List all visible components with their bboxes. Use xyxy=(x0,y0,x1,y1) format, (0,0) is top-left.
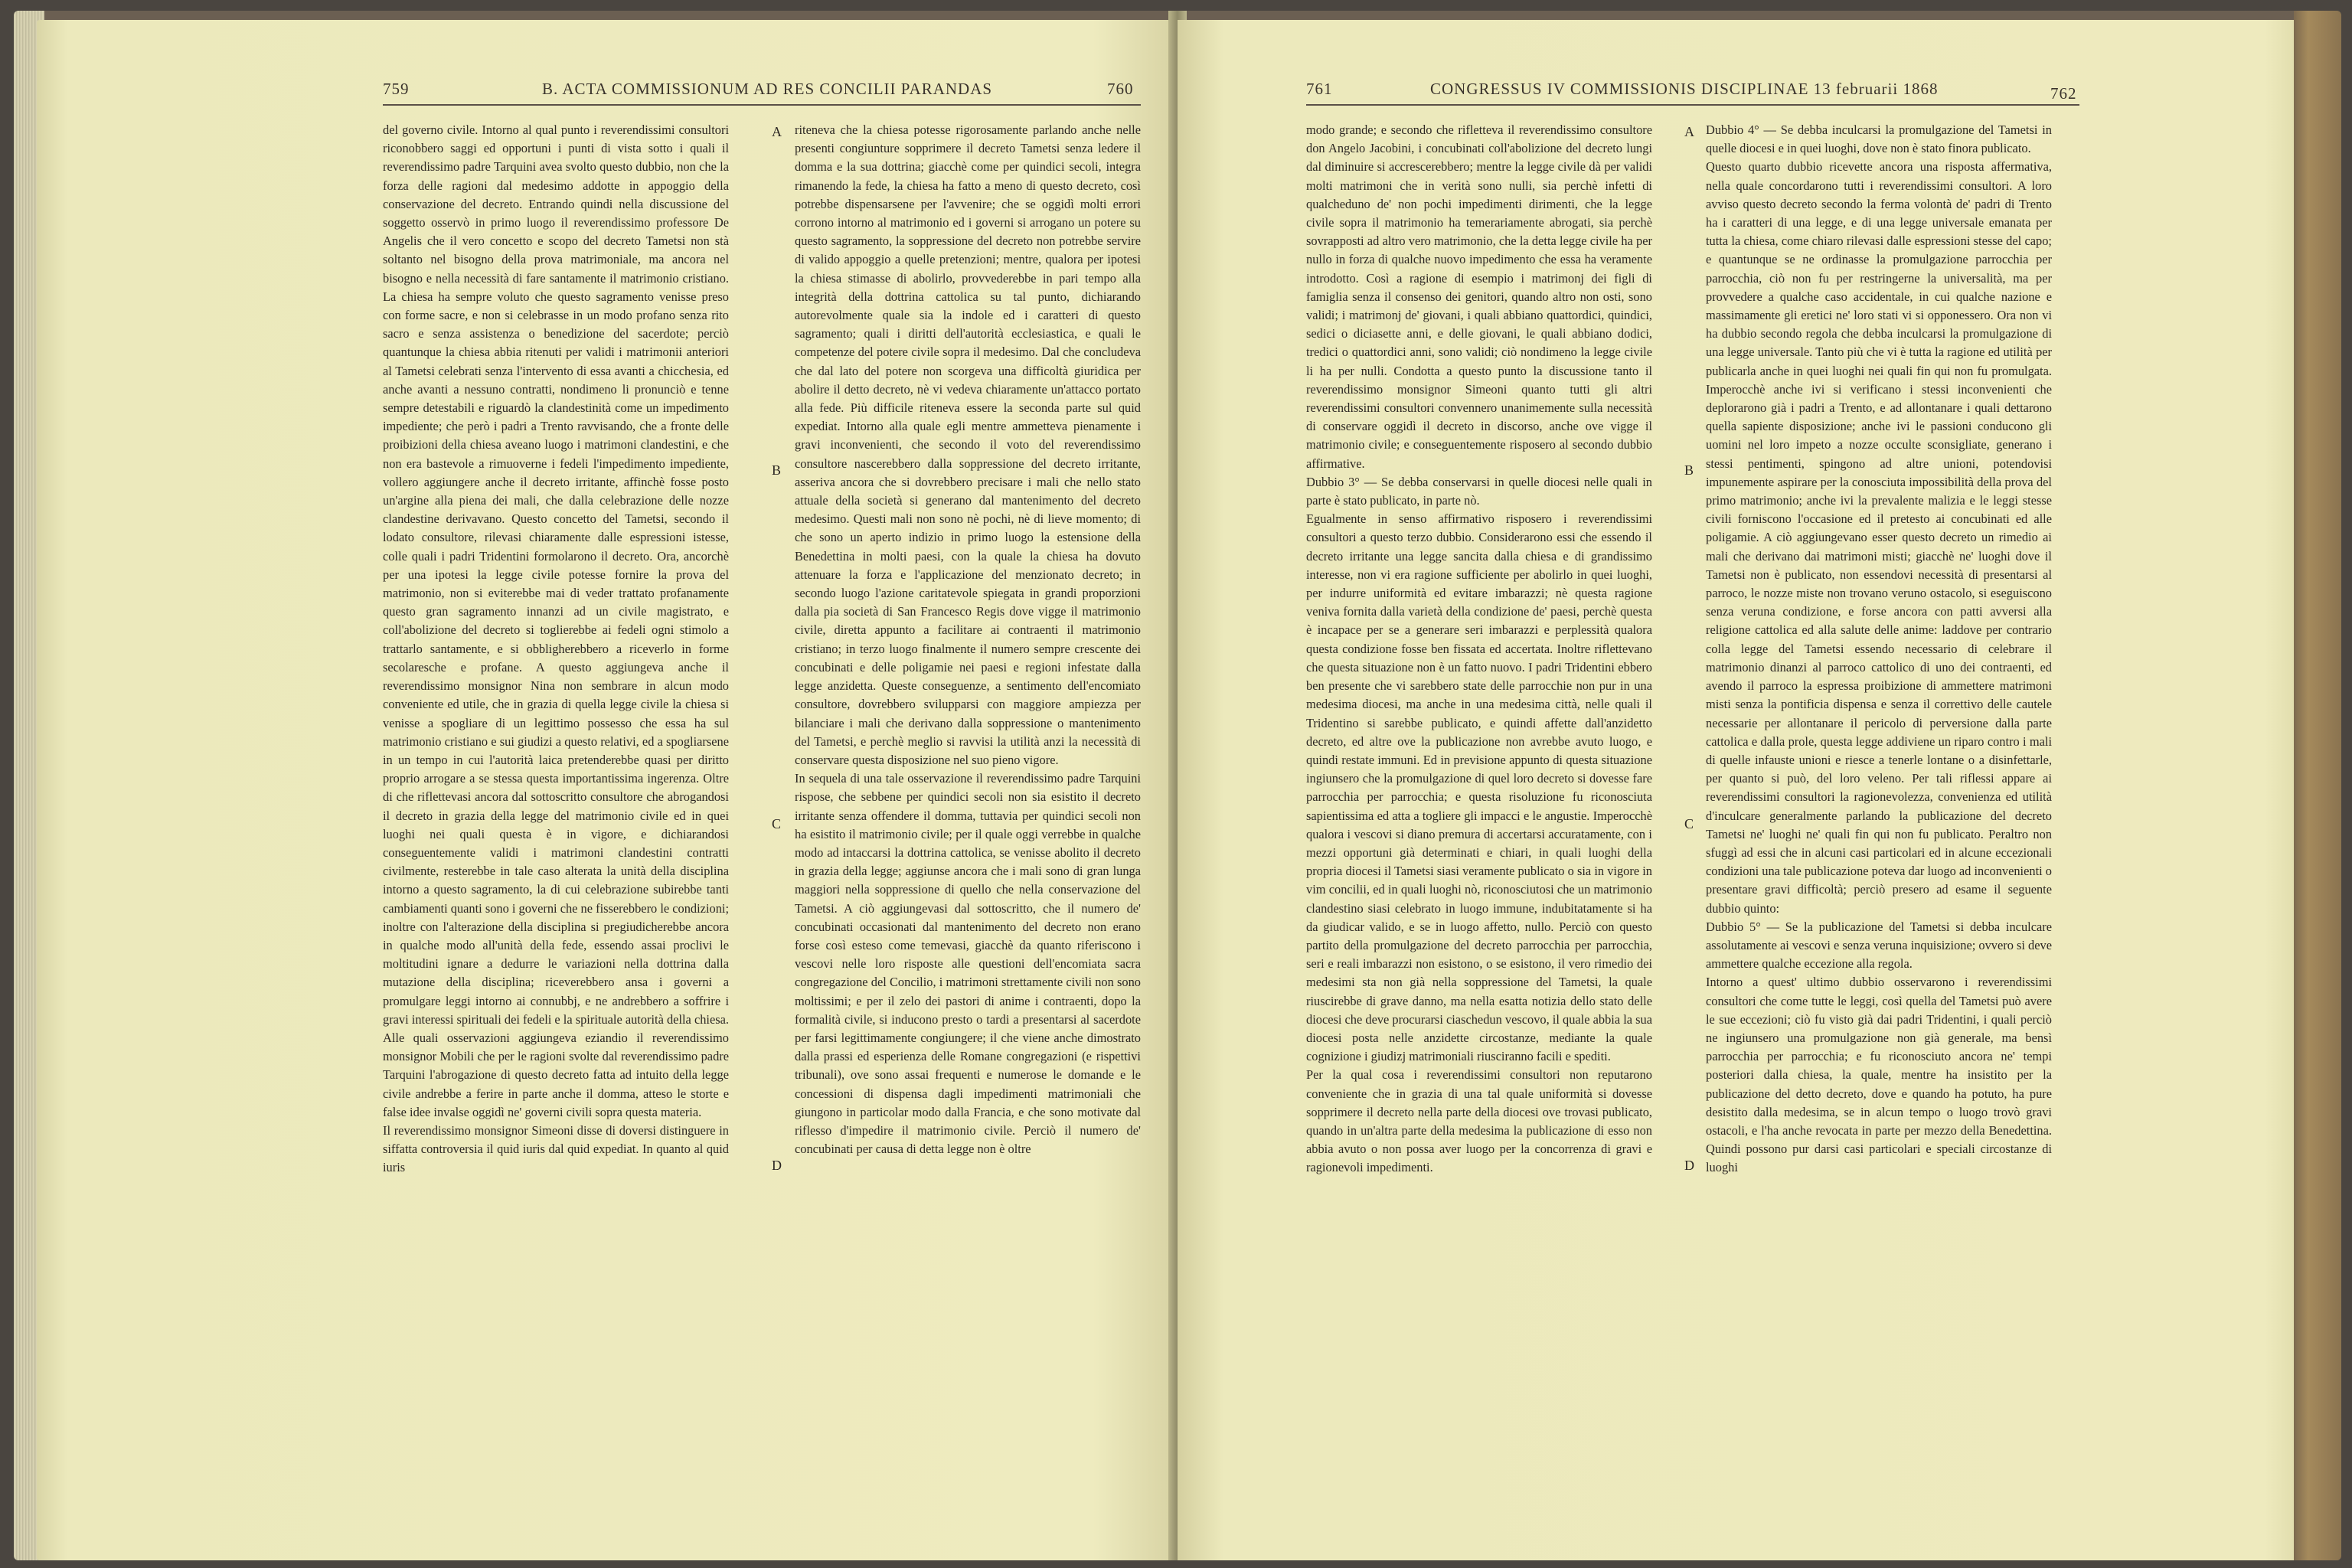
text-column xyxy=(383,121,729,1545)
margin-letter: D xyxy=(1684,1158,1694,1173)
column-text: riteneva che la chiesa potesse rigorosamente parlando anche nelle presenti congiunture sopprimere il decreto Tametsi senza ledere il domma e la sua dottrina; giacchè come per quindici secoli, integra rimanendo la fede, la chiesa ha fatto a meno di questo decreto, così potrebbe dispensarsene per l'avvenire; che se oggidì molti errori corrono intorno al matrimonio ed i governi si arrogano un potere su questo sagramento, la soppressione del decreto non potrebbe servire di valido appoggio a quelle pretenzioni; mentre, qualora per ipotesi la chiesa stimasse di abolirlo, provvederebbe in pari tempo alla integrità della dottrina cattolica su tal punto, dichiarando autorevolmente quale sia la indole ed i caratteri di questo sagramento; quali i diritti dell'autorità ecclesiastica, e quali le competenze del potere civile sopra il medesimo. Dal che concludeva che dal lato del potere non scorgeva una difficoltà giuridica per abolire il detto decreto, nè vi vedeva chiaramente un'attacco portato alla fede. Più difficile riteneva essere la seconda parte sul quid expediat. Intorno alla quale egli mentre ammetteva pienamente i gravi inconvenienti, che secondo il voto del reverendissimo consultore nascerebbero dalla soppressione del decreto irritante, asseriva ancora che si dovrebbero precisare i mali che nello stato attuale della società si generano dal mantenimento del decreto medesimo. Questi mali non sono nè pochi, nè di lieve momento; di che sono un aperto indizio in primo luogo la estensione della Benedettina in molti paesi, con la quale la chiesa ha dovuto attenuare la forza e l'applicazione del menzionato decreto; in secondo luogo l'azione caritatevole spiegata in grandi proporzioni dalla pia società di San Francesco Regis dove vigge il matrimonio civile, diretta appunto a facilitare ai contraenti il matrimonio cristiano; in terzo luogo finalmente il numero sempre crescente dei concubinati e delle poligamie nei paesi e regioni infestate dalla legge anzidetta. Queste conseguenze, a sentimento dell'encomiato consultore, dovrebbero svilupparsi con maggiore ampiezza per bilanciare i mali che derivano dalla soppressione o mantenimento del Tametsi, e perchè meglio si ravvisi la utilità anzi la necessità di conservare questa disposizione nel suo pieno vigore. In sequela di una tale osservazione il reverendissimo padre Tarquini rispose, che sebbene per quindici secoli non sia esistito il decreto irritante senza offendere il domma, tuttavia per quindici secoli non ha esistito il matrimonio civile; per il quale oggi verrebbe in qualche modo ad intaccarsi la dottrina cattolica, se venisse abolito il decreto in grazia della legge; aggiunse ancora che i mali sono di gran lunga maggiori nella soppressione di quello che nella conservazione del Tametsi. A ciò aggiungevasi dal sottoscritto, che il numero de' concubinati occasionati dal mantenimento del decreto non erano forse così esteso come temevasi, giacchè da quanto riferiscono i vescovi nelle loro risposte alle questioni dell'encomiata sacra congregazione del Concilio, i matrimoni strettamente civili non sono moltissimi; e per il zelo dei pastori di anime i contraenti, dopo la formalità civile, si inducono presto o tardi a presentarsi al sacerdote per farsi legittimamente congiungere; il che viene anche dimostrato dalla prassi ed esperienza delle Romane congregazioni (e rispettivi tribunali), ove sono assai frequenti e numerose le domande e le concessioni di dispensa dagli impedimenti matrimoniali che giungono in particolar modo dalla Francia, e che sono motivate dal riflesso d'impedire il matrimonio civile. Perciò il numero de' concubinati per causa di detta legge non è oltre xyxy=(795,122,1141,1157)
column-text: del governo civile. Intorno al qual punto i reverendissimi consultori riconobbero saggi ed opportuni i punti di vista sotto i quali il reverendissimo padre Tarquini avea svolto questo dubbio, non che la forza delle ragioni dal medesimo addotte in appoggio della conservazione del decreto. Entrando quindi nella discussione del soggetto osservò in primo luogo il reverendissimo professore De Angelis che il vero concetto e scopo del decreto Tametsi non stà soltanto nel bisogno della prova matrimoniale, ma ancora nel bisogno e nella necessità di fare santamente il matrimonio cristiano. La chiesa ha sempre voluto che questo sagramento venisse preso con forme sacre, e non si celebrasse in un modo profano senza rito sacro e senza assistenza o benedizione del sacerdote; perciò quantunque la chiesa abbia ritenuti per validi i matrimonii anteriori al Tametsi celebrati senza l'intervento di essa avanti a chicchesia, ed anche avanti a nessuno contratti, nondimeno li pronunciò e tenne sempre detestabili e riguardò la clandestinità come un impedimento impediente; che però i padri a Trento ravvisando, che a fronte delle proibizioni della chiesa aveano luogo i matrimoni clandestini, e che non era bastevole a rimuoverne i fedeli l'impedimento impediente, vollero aggiungere anche il decreto irritante, affinchè fosse posto un'argine alla piena dei mali, che dalla celebrazione delle nozze clandestine derivavano. Questo concetto del Tametsi, secondo il lodato consultore, rilevasi chiaramente dalle espressioni istesse, colle quali i padri Tridentini formolarono il decreto. Ora, ancorchè per una ipotesi la legge civile potesse fornire la prova del matrimonio, non si eviterebbe mai di veder trattato profanamente questo gran sagramento innanzi ad un civile magistrato, e coll'abolizione del decreto si toglierebbe ai fedeli ogni stimolo a trattarlo santamente, e si obbligherebbero a riceverlo in forme secolaresche e profane. A questo aggiungeva anche il reverendissimo monsignor Nina non sembrare in alcun modo conveniente ed utile, che in grazia di quella legge civile la chiesa si venisse a spogliare di un legittimo possesso che essa ha sul matrimonio cristiano e sui giudizi a questo relativi, ed a spogliarsene in un tempo in cui l'autorità laica pretenderebbe quasi per diritto proprio arrogare a se stessa questa importantissima ingerenza. Oltre di che riflettevasi ancora dal sottoscritto consultore che abrogandosi il decreto in grazia della legge del matrimonio civile ed in quei luoghi nei quali questa è in vigore, e dichiarandosi conseguentemente validi i matrimoni clandestini contratti civilmente, resterebbe in tale caso alterata la unità della disciplina intorno a questo sagramento, la di cui celebrazione subirebbe tanti cambiamenti quanti sono i governi che ne fisserebbero le condizioni; inoltre con l'alterazione della disciplina si pregiudicherebbe ancora in qualche modo all'unità della fede, essendo assai proclivi le moltitudini ignare a dedurre le variazioni nella dottrina dalla mutazione della disciplina; riceverebbero ansa i governi a promulgare leggi intorno ai connubbj, e ne andrebbero a soffrire i gravi interessi spirituali dei fedeli e la spirituale autorità della chiesa. Alle quali osservazioni aggiungeva eziandio il reverendissimo monsignor Mobili che per le ragioni svolte dal reverendissimo padre Tarquini l'abrogazione di questo decreto fatta ad intuito della legge civile andrebbe a ferire in parte anche il domma, atteso le storte e false idee invalse oggidì ne' governi civili sopra questa materia. Il reverendissimo monsignor Simeoni disse di doversi distinguere in siffatta controversia il quid iuris dal quid expediat. In quanto al quid iuris xyxy=(383,122,729,1175)
header-rule xyxy=(1306,104,2079,106)
text-column xyxy=(1306,121,1652,1545)
right-page xyxy=(1178,20,2303,1560)
margin-letter: A xyxy=(772,124,782,139)
column-text: Dubbio 4° — Se debba inculcarsi la promulgazione del Tametsi in quelle diocesi e in quei luoghi, dove non è stato finora publicato. Questo quarto dubbio ricevette ancora una risposta affermativa, nella quale concordarono tutti i reverendissimi consultori. A loro avviso questo decreto secondo la ferma volontà de' padri di Trento ha i caratteri di una legge, e di una legge universale emanata per tutta la chiesa, come chiaro rilevasi dalle espressioni stesse del capo; e quantunque se ne ordinasse la promulgazione parrocchia per parrocchia, ciò non fu per restringerne la universalità, ma per provvedere a qualche caso accidentale, in cui qualche nazione e massimamente gli eretici ne' loro stati vi si opponessero. Ora non vi ha dubbio secondo regola che debba inculcarsi la promulgazione di una legge universale. Tanto più che vi è tutta la ragione ed utilità per publicarla anche in quei luoghi nei quali fin qui non fu promulgata. Imperocchè anche ivi si verificano i stessi inconvenienti che deplorarono già i padri a Trento, e ad allontanare i quali dettarono quella sapiente disposizione; anche ivi le passioni conducono gli uomini nel loro impeto a nozze occulte sconsigliate, generano i stessi pentimenti, spingono ad altre unioni, potendovisi impunemente aspirare per la conosciuta impossibilità della prova del primo matrimonio; anche ivi la prevalente malizia e le leggi stesse civili forniscono l'occasione ed il pretesto ai concubinati ed alle poligamie. A ciò aggiungevano esser questo decreto un rimedio ai mali che derivano dai matrimoni misti; giacchè ne' luoghi dove il Tametsi non è publicato, non essendovi necessità di presentarsi al parroco, le nozze miste non trovano veruno ostacolo, si eseguiscono senza veruna condizione, e forse ancora con patti avversi alla religione cattolica ed alla salute delle anime: laddove per contrario colla legge del Tametsi essendo necessario di celebrare il matrimonio dinanzi al parroco cattolico di uno dei contraenti, ed avendo il parroco la espressa proibizione di ammettere matrimoni misti senza la pontificia dispensa e senza il correttivo delle cautele necessarie per allontanare il pericolo di perversione dalla parte cattolica e dalla prole, questa legge addiviene un riparo contro i mali di quelle infauste unioni e riesce a tenerle lontane o a disinfettarle, per quanto si può, del loro veleno. Per tali riflessi appare ai reverendissimi consultori la ragionevolezza, convenienza ed utilità d'inculcare generalmente parlando la publicazione del decreto Tametsi ne' luoghi ne' quali fin qui non fu publicato. Peraltro non sfuggì ad essi che in alcuni casi particolari ed in alcune eccezionali condizioni una tale publicazione poteva dar luogo ad inconvenienti o presentare gravi difficoltà; perciò presero ad esame il seguente dubbio quinto: Dubbio 5° — Se la publicazione del Tametsi si debba inculcare assolutamente ai vescovi e senza veruna inquisizione; ovvero si deve ammettere qualche eccezione alla regola. Intorno a quest' ultimo dubbio osservarono i reverendissimi consultori che come tutte le leggi, così quella del Tametsi può avere le sue eccezioni; ciò fu visto già dai padri Tridentini, i quali perciò ne ingiunsero una promulgazione non già generale, ma bensì parrocchia per parrocchia; e fu riconosciuto ancora ne' tempi posteriori dalla chiesa, la quale, mentre ha insistito per la publicazione del detto decreto, dove e quando ha potuto, ha pure desistito dalla medesima, se in alcun tempo o luogo trovò gravi ostacoli, e l'ha anche revocata in parte per mezzo della Benedettina. Quindi possono pur darsi casi particolari e speciali circostanze di luoghi xyxy=(1706,122,2052,1175)
column-text: modo grande; e secondo che rifletteva il reverendissimo consultore don Angelo Jacobini, i concubinati coll'abolizione del decreto lungi dal diminuire si accrescerebbero; mentre la legge civile dà per validi molti matrimoni che in verità sono nulli, sia perchè infetti di qualcheduno de' non pochi impedimenti dirimenti, che la legge civile sopra il matrimonio ha temerariamente abrogati, sia perchè sovrapposti ad altro vero matrimonio, che la detta legge civile ha per nullo in forza di qualche nuovo impedimento che essa ha veramente introdotto. Così a ragione di esempio i matrimonj dei figli di famiglia senza il consenso dei genitori, quando altro non osti, sono validi; i matrimonj de' giovani, i quali abbiano quattordici, quindici, sedici o diciasette anni, e delle giovani, le quali abbiano dodici, tredici o quattordici anni, sono validi; ciò nondimeno la legge civile li ha per nulli. Condotta a questo punto la discussione tanto il reverendissimo monsignor Simeoni quanto tutti gli altri reverendissimi consultori convennero unanimemente sulla necessità di conservare oggidì il decreto in discorso, anche ove vigge il matrimonio civile; e conseguentemente risposero al secondo dubbio affirmative. Dubbio 3° — Se debba conservarsi in quelle diocesi nelle quali in parte è stato publicato, in parte nò. Egualmente in senso affirmativo risposero i reverendissimi consultori a questo terzo dubbio. Considerarono essi che essendo il decreto irritante una legge sancita dalla chiesa e di grandissimo interesse, non vi era ragione sufficiente per abolirlo in quei luoghi, per indurre uniformità ed evitare imbarazzi; nè questa ragione veniva fornita dalla varietà della condizione de' paesi, perchè questa è incapace per se a generare seri imbarazzi e perplessità qualora questa condizione fosse ben fissata ed accertata. Inoltre riflettevano che questa situazione non è un fatto nuovo. I padri Tridentini ebbero ben presente che vi sarebbero state delle parrocchie non pur in una medesima diocesi, ma anche in una medesima città, nelle quali il Tridentino si sarebbe publicato, e quindi affette dall'anzidetto decreto, ed altre ove la publicazione non avrebbe avuto luogo, e quindi restate immuni. Ed in previsione appunto di questa situazione ingiunsero che la promulgazione di quel loro decreto si dovesse fare parrocchia per parrocchia; e questa risoluzione fu riconosciuta sapientissima ed atta a togliere gli impacci e le angustie. Imperocchè qualora i vescovi si diano premura di accertarsi accuratamente, con i mezzi opportuni già determinati e chiari, in quali luoghi della propria diocesi il Tametsi siasi veramente publicato o sia in vigore in vim concilii, ed in quali luoghi nò, riconosciutosi che un matrimonio clandestino siasi celebrato in luogo immune, indubitatamente si ha da giudicar valido, e se in luogo affetto, nullo. Perciò con questo partito della promulgazione del decreto parrocchia per parrocchia, seri e reali imbarazzi non esistono, o se esistono, il vero rimedio dei medesimi sta non già nella soppressione del Tametsi, la quale riuscirebbe di grave danno, ma nella esatta notizia dello stato delle diocesi che deve procurarsi ciaschedun vescovo, il quale abbia la sua diocesi posta nelle anzidette circostanze, mediante la quale cognizione i giudizj matrimoniali riusciranno facili e spediti. Per la qual cosa i reverendissimi consultori non reputarono conveniente che in grazia di una tal quale uniformità si dovesse sopprimere il decreto nella parte della diocesi ove trovasi publicato, quando in un'altra parte della medesima la publicazione di esso non abbia avuto o non possa aver luogo per la concorrenza di gravi e ragionevoli impedimenti. xyxy=(1306,122,1652,1175)
margin-letter: D xyxy=(772,1158,782,1173)
page-number: 761 xyxy=(1306,80,1333,98)
header-rule xyxy=(383,104,1141,106)
margin-letter: B xyxy=(772,462,782,478)
book-cover-edge xyxy=(2294,11,2341,1560)
page-number: 760 xyxy=(1107,80,1134,98)
page-number: 762 xyxy=(2050,84,2077,103)
text-column xyxy=(795,121,1141,1545)
running-head: CONGRESSUS IV COMMISSIONIS DISCIPLINAE 13 februarii 1868 xyxy=(1430,80,1939,98)
margin-letter: C xyxy=(772,816,782,831)
text-column xyxy=(1706,121,2052,1545)
margin-letter: A xyxy=(1684,124,1694,139)
left-page xyxy=(37,20,1174,1560)
page-number: 759 xyxy=(383,80,410,98)
running-head: B. ACTA COMMISSIONUM AD RES CONCILII PARANDAS xyxy=(542,80,993,98)
margin-letter: B xyxy=(1684,462,1694,478)
margin-letter: C xyxy=(1684,816,1694,831)
open-book xyxy=(14,11,2341,1560)
